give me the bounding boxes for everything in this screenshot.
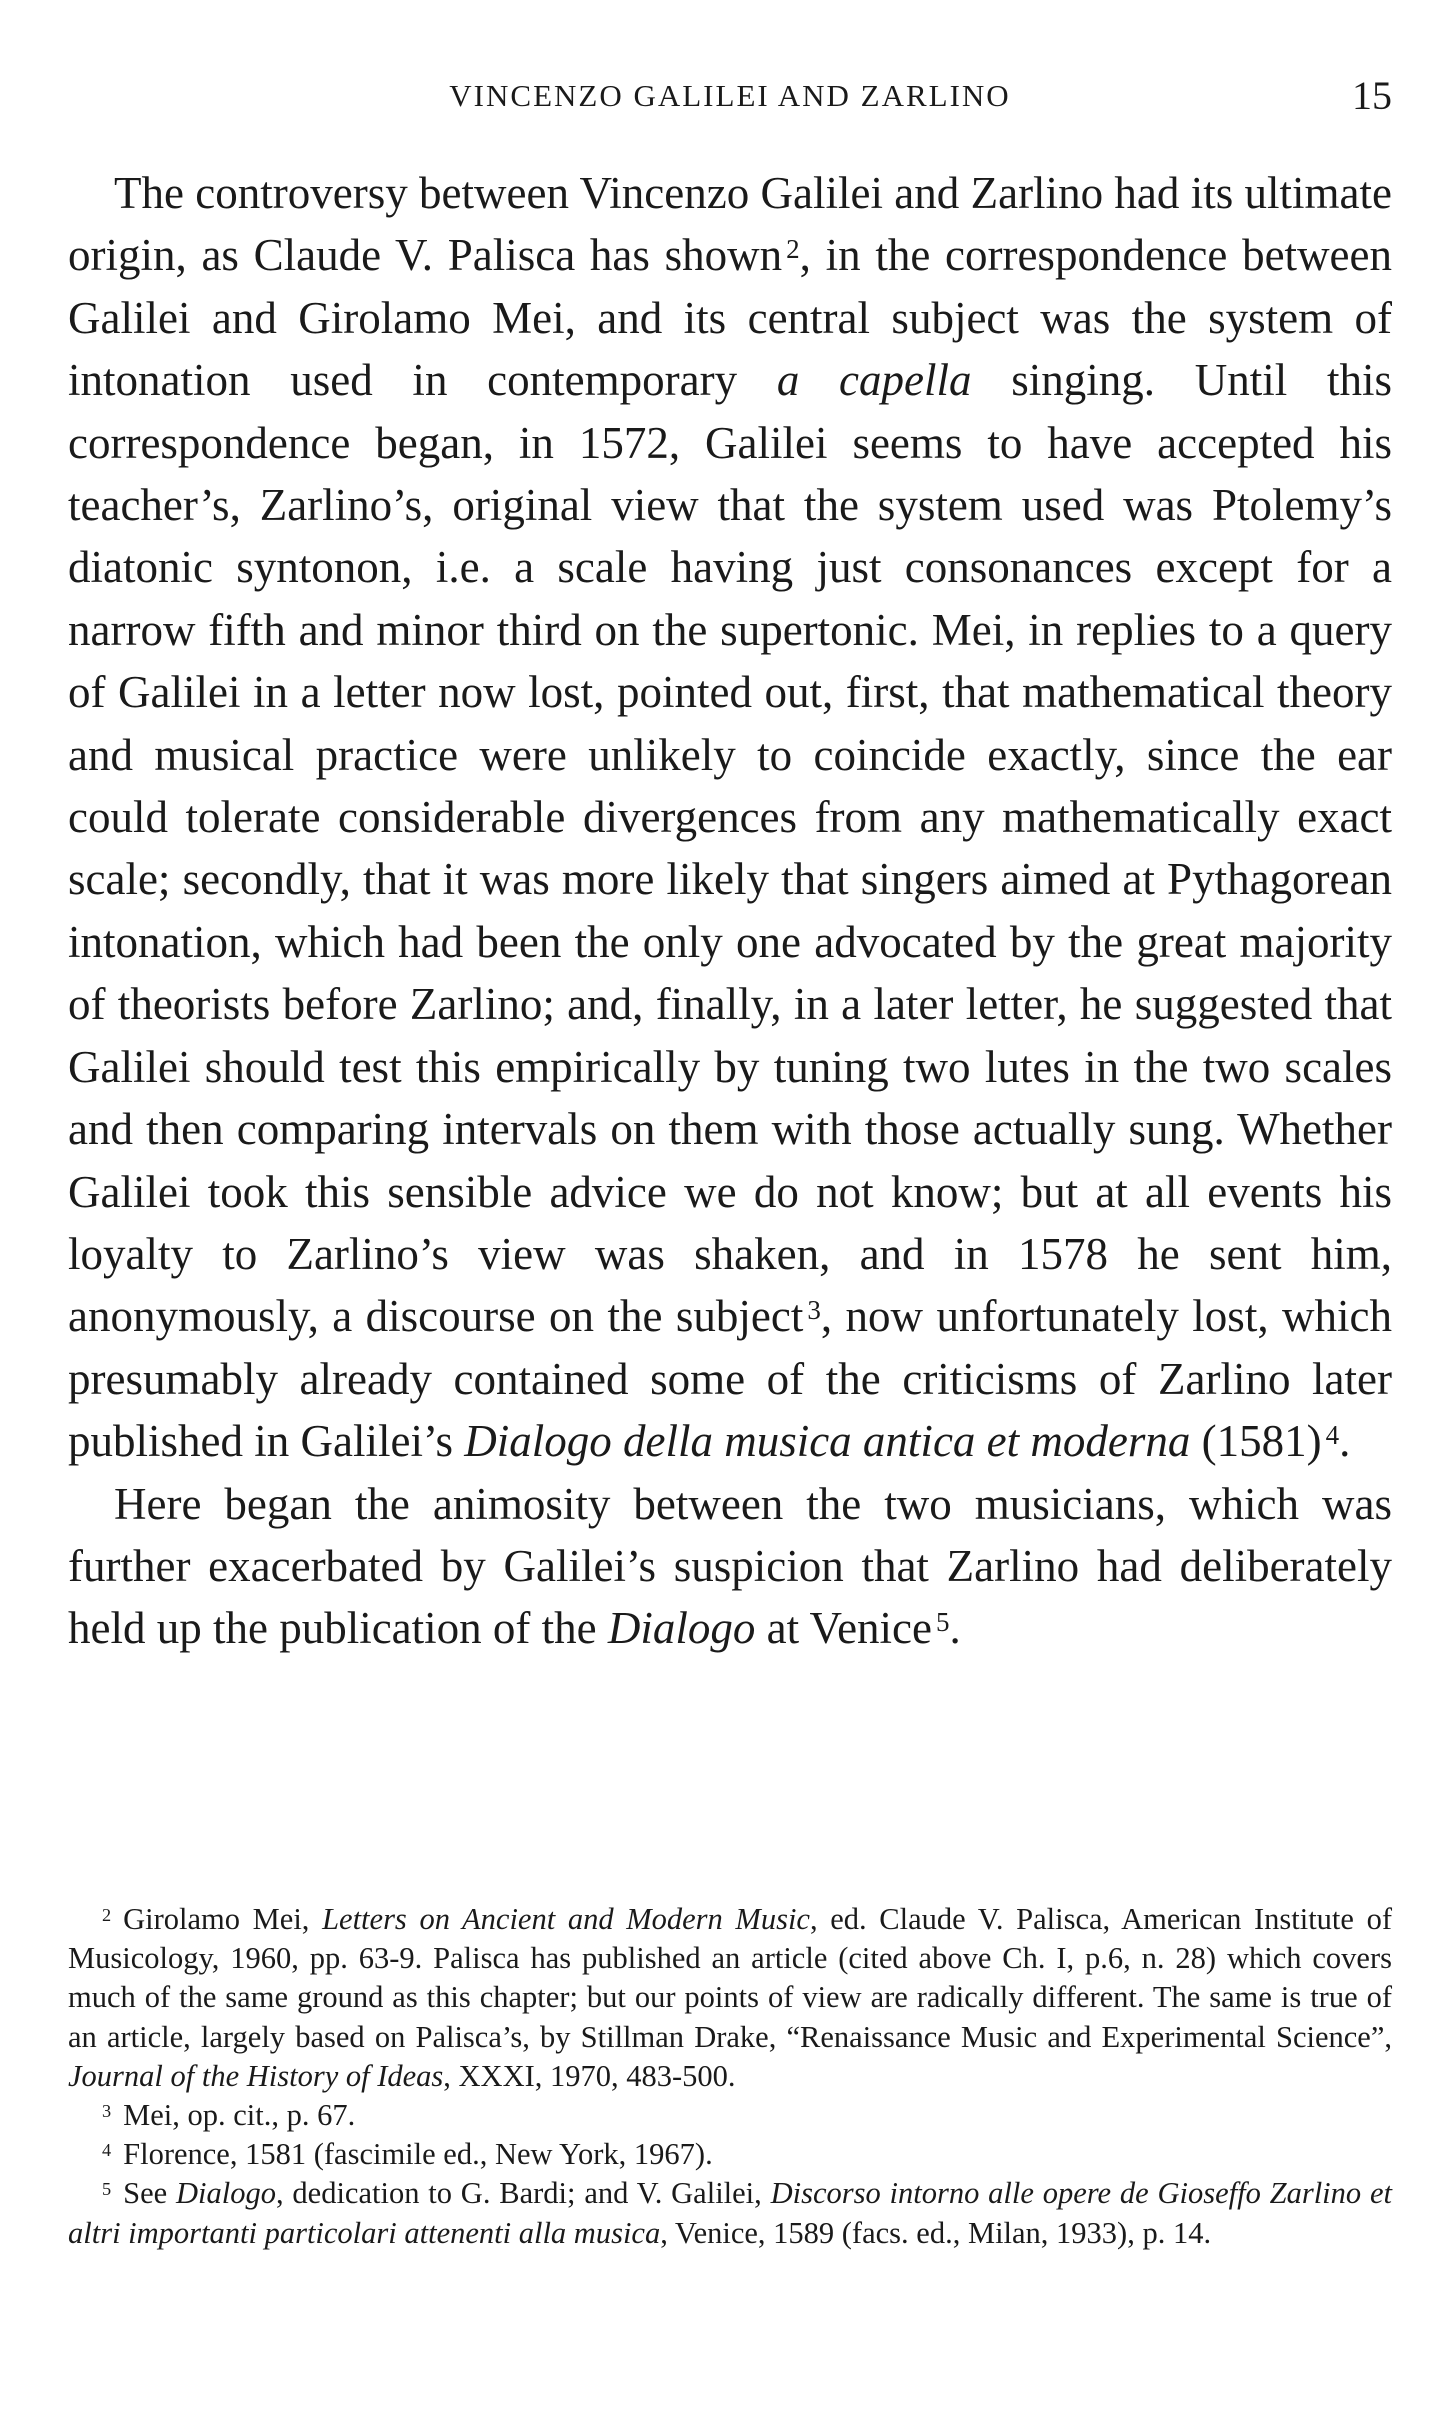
fn2-text-2: , ed. Claude V. Palisca, American Institute of Musicology, 1960, pp. 63-9. Palisca has published an article (cited above Ch. I, p.6, n. 28) which covers much of the same ground as this chapter; but our points of view are radically different. The same is true of an article, largely based on Palisca’s, by Stillman Drake, “Renaissance Music and Experimental Science”, bbox=[68, 1902, 1392, 2054]
footnote-ref-5: 5 bbox=[936, 1607, 950, 1638]
p1-italic-a-capella: a capella bbox=[776, 355, 972, 406]
fn2-italic-2: Journal of the History of Ideas bbox=[68, 2058, 444, 2093]
footnote-2 bbox=[68, 1900, 1392, 2096]
footnote-mark-2: 2 bbox=[102, 1904, 112, 1925]
fn5-italic-1: Dialogo bbox=[176, 2176, 276, 2211]
fn5-text-2: , dedication to G. Bardi; and V. Galilei, bbox=[275, 2176, 771, 2211]
paragraph-1 bbox=[68, 162, 1392, 1473]
fn2-text-3: , XXXI, 1970, 483-500. bbox=[443, 2058, 736, 2093]
footnote-mark-5: 5 bbox=[102, 2179, 112, 2200]
p1-text-1: The controversy between Vincenzo Galilei and Zarlino had its ultimate origin, as Claude V. Palisca has shown bbox=[68, 168, 1392, 281]
fn3-text: Mei, op. cit., p. 67. bbox=[123, 2098, 356, 2133]
footnote-4 bbox=[68, 2135, 1392, 2174]
p2-italic-dialogo: Dialogo bbox=[607, 1603, 756, 1654]
footnote-5 bbox=[68, 2174, 1392, 2252]
fn4-text: Florence, 1581 (fascimile ed., New York, 1967). bbox=[123, 2137, 713, 2172]
page-header bbox=[68, 72, 1392, 122]
footnote-ref-3: 3 bbox=[807, 1295, 821, 1326]
footnote-ref-2: 2 bbox=[786, 234, 800, 265]
p2-text-1: Here began the animosity between the two musicians, which was further exacerbated by Galilei’s suspicion that Zarlino had deliberately held up the publication of the bbox=[68, 1478, 1392, 1654]
footnote-ref-4: 4 bbox=[1325, 1419, 1340, 1450]
p1-text-4: , now unfortunately lost, which presumably already contained some of the criticisms of Zarlino later published in Galilei’s bbox=[68, 1291, 1392, 1467]
p2-text-2: at Venice bbox=[755, 1603, 932, 1654]
fn5-italic-2: Discorso intorno alle opere de Gioseffo Zarlino et altri importanti particolari attenenti alla musica bbox=[68, 2176, 1392, 2250]
fn2-italic-1: Letters on Ancient and Modern Music bbox=[322, 1902, 810, 1936]
p1-text-2: , in the correspondence between Galilei and Girolamo Mei, and its central subject was the system of intonation used in contemporary bbox=[68, 230, 1393, 406]
p1-text-6: . bbox=[1339, 1416, 1351, 1467]
fn5-text-3: , Venice, 1589 (facs. ed., Milan, 1933), p. 14. bbox=[660, 2215, 1212, 2250]
footnote-mark-3: 3 bbox=[102, 2100, 112, 2121]
p2-text-3: . bbox=[949, 1603, 961, 1654]
page-number: 15 bbox=[1352, 73, 1392, 118]
footnote-3 bbox=[68, 2096, 1392, 2135]
fn2-text-1: Girolamo Mei, bbox=[123, 1902, 323, 1936]
footnotes bbox=[68, 1900, 1392, 2253]
p1-italic-dialogo-title: Dialogo della musica antica et moderna bbox=[464, 1416, 1191, 1467]
main-text bbox=[68, 162, 1392, 1660]
paragraph-2 bbox=[68, 1473, 1392, 1660]
running-title: VINCENZO GALILEI AND ZARLINO bbox=[449, 78, 1011, 113]
footnote-mark-4: 4 bbox=[102, 2139, 112, 2160]
fn5-text-1: See bbox=[123, 2176, 176, 2211]
p1-text-3: singing. Until this correspondence began, in 1572, Galilei seems to have accepted his teacher’s, Zarlino’s, original view that the system used was Ptolemy’s diatonic syntonon, i.e. a scale having just consonances except for a narrow fifth and minor third on the supertonic. Mei, in replies to a query of Galilei in a letter now lost, pointed out, first, that mathematical theory and musical practice were unlikely to coincide exactly, since the ear could tolerate considerable divergences from any mathematically exact scale; secondly, that it was more likely that singers aimed at Pythagorean intonation, which had been the only one advocated by the great majority of theorists before Zarlino; and, finally, in a later letter, he suggested that Galilei should test this empirically by tuning two lutes in the two scales and then comparing intervals on them with those actually sung. Whether Galilei took this sensible advice we do not know; but at all events his loyalty to Zarlino’s view was shaken, and in 1578 he sent him, anonymously, a discourse on the subject bbox=[68, 355, 1392, 1342]
p1-text-5: (1581) bbox=[1190, 1416, 1322, 1467]
